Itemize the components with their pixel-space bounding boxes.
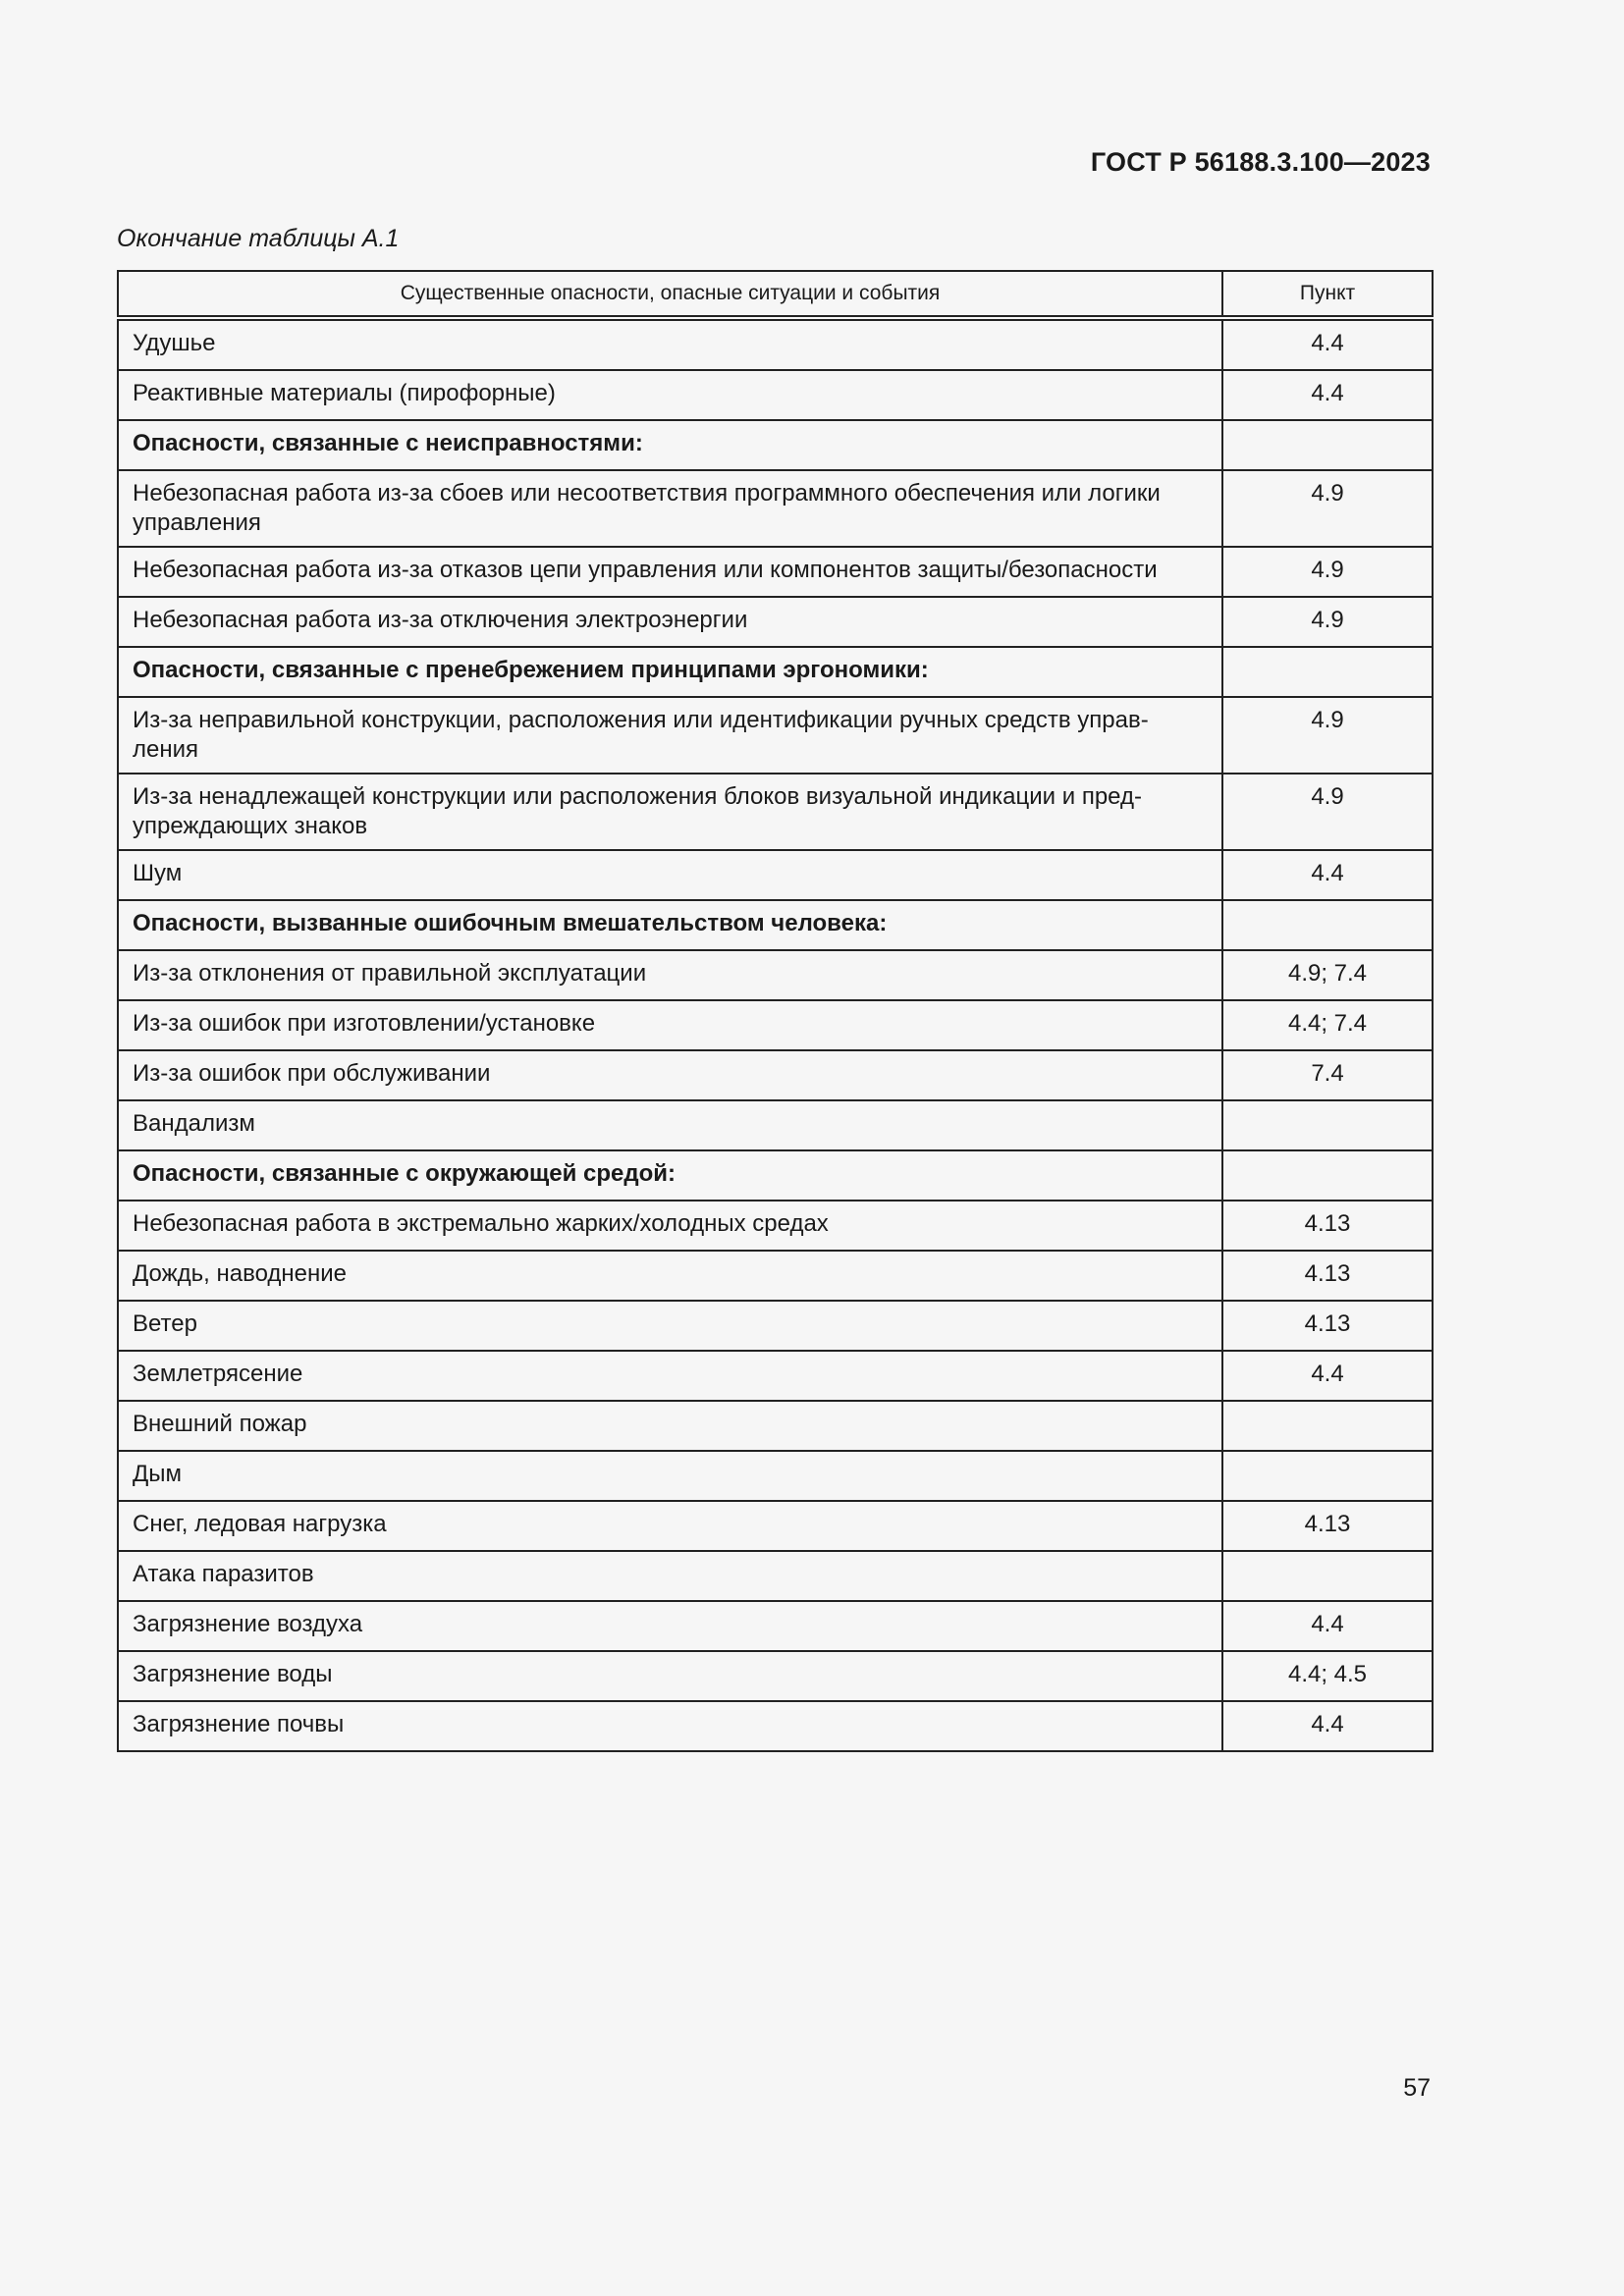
table-caption: Окончание таблицы А.1 (117, 225, 400, 252)
table-row (118, 950, 1433, 1000)
table-section-row (118, 647, 1433, 697)
table-body (118, 318, 1433, 1751)
hazard-description-cell: Дым (118, 1451, 1222, 1501)
clause-cell (1222, 1451, 1433, 1501)
hazard-description-cell: Ветер (118, 1301, 1222, 1351)
clause-cell: 4.4 (1222, 1701, 1433, 1751)
clause-cell: 4.13 (1222, 1301, 1433, 1351)
hazard-description-cell: Загрязнение воздуха (118, 1601, 1222, 1651)
clause-cell: 4.9; 7.4 (1222, 950, 1433, 1000)
clause-cell: 4.4 (1222, 1601, 1433, 1651)
clause-cell: 4.4 (1222, 850, 1433, 900)
hazard-description-cell: Внешний пожар (118, 1401, 1222, 1451)
hazard-description-cell: Из-за ошибок при изготовлении/установке (118, 1000, 1222, 1050)
table-row (118, 1451, 1433, 1501)
hazard-description-cell: Из-за ошибок при обслуживании (118, 1050, 1222, 1100)
table-header-row (118, 271, 1433, 318)
table-section-row (118, 420, 1433, 470)
hazard-description-cell: Реактивные материалы (пирофорные) (118, 370, 1222, 420)
table-row (118, 597, 1433, 647)
clause-cell (1222, 420, 1433, 470)
clause-cell (1222, 1100, 1433, 1150)
clause-cell (1222, 647, 1433, 697)
clause-cell: 4.9 (1222, 697, 1433, 774)
clause-cell: 4.4 (1222, 370, 1433, 420)
section-heading-cell: Опасности, связанные с окружающей средой: (118, 1150, 1222, 1201)
table-row (118, 318, 1433, 370)
table-row (118, 1000, 1433, 1050)
hazard-description-cell: Удушье (118, 318, 1222, 370)
clause-cell: 4.4; 7.4 (1222, 1000, 1433, 1050)
hazard-description-cell: Загрязнение почвы (118, 1701, 1222, 1751)
clause-cell (1222, 900, 1433, 950)
clause-cell (1222, 1551, 1433, 1601)
clause-cell: 4.9 (1222, 597, 1433, 647)
table-section-row (118, 1150, 1433, 1201)
section-heading-cell: Опасности, вызванные ошибочным вмешательством человека: (118, 900, 1222, 950)
clause-cell: 4.13 (1222, 1501, 1433, 1551)
table-row (118, 774, 1433, 850)
clause-cell: 4.4; 4.5 (1222, 1651, 1433, 1701)
clause-cell: 4.13 (1222, 1201, 1433, 1251)
section-heading-cell: Опасности, связанные с пренебрежением принципами эргономики: (118, 647, 1222, 697)
table-row (118, 1401, 1433, 1451)
clause-cell: 4.4 (1222, 318, 1433, 370)
table-row (118, 850, 1433, 900)
table-row (118, 1050, 1433, 1100)
clause-cell: 4.13 (1222, 1251, 1433, 1301)
table-row (118, 1251, 1433, 1301)
table-row (118, 1601, 1433, 1651)
column-header-clause: Пункт (1222, 271, 1433, 318)
table-row (118, 370, 1433, 420)
hazard-description-cell: Атака паразитов (118, 1551, 1222, 1601)
table-row (118, 1701, 1433, 1751)
table-section-row (118, 900, 1433, 950)
table-row (118, 1351, 1433, 1401)
table-row (118, 547, 1433, 597)
table-row (118, 470, 1433, 547)
page-number: 57 (1403, 2074, 1431, 2102)
clause-cell (1222, 1150, 1433, 1201)
hazard-description-cell: Небезопасная работа из-за отключения электроэнергии (118, 597, 1222, 647)
table-row (118, 1201, 1433, 1251)
hazard-description-cell: Землетрясение (118, 1351, 1222, 1401)
hazard-description-cell: Из-за неправильной конструкции, расположения или идентификации ручных средств управ-ления (118, 697, 1222, 774)
hazard-description-cell: Из-за ненадлежащей конструкции или расположения блоков визуальной индикации и пред-упреждающих знаков (118, 774, 1222, 850)
hazard-description-cell: Из-за отклонения от правильной эксплуатации (118, 950, 1222, 1000)
hazard-description-cell: Вандализм (118, 1100, 1222, 1150)
clause-cell: 4.9 (1222, 774, 1433, 850)
clause-cell (1222, 1401, 1433, 1451)
hazard-description-cell: Небезопасная работа в экстремально жарких/холодных средах (118, 1201, 1222, 1251)
hazard-description-cell: Загрязнение воды (118, 1651, 1222, 1701)
table-row (118, 1501, 1433, 1551)
hazard-description-cell: Шум (118, 850, 1222, 900)
table-row (118, 1651, 1433, 1701)
hazard-description-cell: Небезопасная работа из-за отказов цепи управления или компонентов защиты/безопасности (118, 547, 1222, 597)
table-row (118, 1301, 1433, 1351)
hazard-description-cell: Снег, ледовая нагрузка (118, 1501, 1222, 1551)
clause-cell: 4.4 (1222, 1351, 1433, 1401)
hazard-description-cell: Небезопасная работа из-за сбоев или несоответствия программного обеспечения или логики управления (118, 470, 1222, 547)
clause-cell: 7.4 (1222, 1050, 1433, 1100)
hazard-description-cell: Дождь, наводнение (118, 1251, 1222, 1301)
table-row (118, 697, 1433, 774)
clause-cell: 4.9 (1222, 547, 1433, 597)
section-heading-cell: Опасности, связанные с неисправностями: (118, 420, 1222, 470)
clause-cell: 4.9 (1222, 470, 1433, 547)
document-standard-number: ГОСТ Р 56188.3.100—2023 (1090, 147, 1431, 177)
table-row (118, 1100, 1433, 1150)
table-row (118, 1551, 1433, 1601)
hazards-table (117, 270, 1434, 1752)
column-header-description: Существенные опасности, опасные ситуации и события (118, 271, 1222, 318)
